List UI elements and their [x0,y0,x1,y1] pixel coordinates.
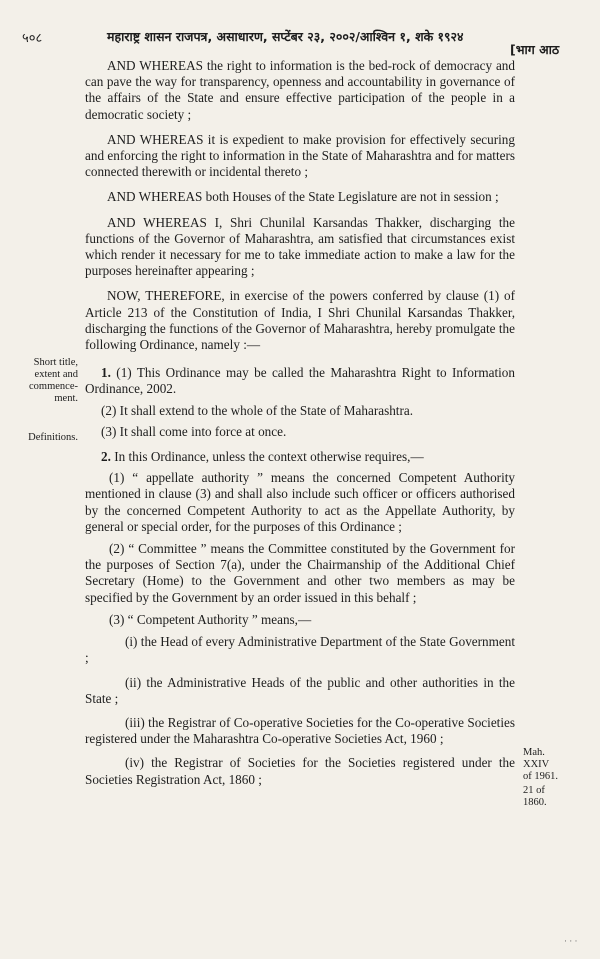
part-label: [भाग आठ [510,42,560,57]
competent-authority-item: (ii) the Administrative Heads of the public and other authorities in the State ; [85,674,515,706]
section-number: 2. [101,449,111,465]
gazette-header-title: महाराष्ट्र शासन राजपत्र, असाधारण, सप्टेंबर २३, २००२/आश्विन १, शके १९२४ [107,29,464,44]
definition-committee: (2) “ Committee ” means the Committee constituted by the Government for the purposes of Section 7(a), under the Chairmanship of the Additional Chief Secretary (Home) to the Government and other two members as may be specified by the Government by an order issued in this behalf ; [85,541,515,605]
definition-appellate-authority: (1) “ appellate authority ” means the concerned Competent Authority mentioned in clause (3) and shall also include such officer or officers authorised by the concerned Competent Authority to act as the Appellate Authority, by general or special order, for the purposes of this Ordinance ; [85,470,515,534]
preamble-paragraph: AND WHEREAS I, Shri Chunilal Karsandas Thakker, discharging the functions of the Governor of Maharashtra, am satisfied that circumstances exist which render it necessary for me to take immediate action to make a law for the purposes hereinafter appearing ; [85,214,515,279]
section-number: 1. [101,365,111,381]
competent-authority-item: (i) the Head of every Administrative Department of the State Government ; [85,634,515,666]
preamble-paragraph: AND WHEREAS the right to information is the bed-rock of democracy and can pave the way for transparency, openness and accountability in governance of the affairs of the State and ensure effective participation of the people in a democratic society ; [85,58,515,122]
section-1-clause-3: (3) It shall come into force at once. [101,423,287,439]
competent-authority-item: (iv) the Registrar of Societies for the Societies registered under the Societies Registration Act, 1860 ; [85,755,515,787]
margin-note-short-title: Short title, extent and commence- ment. [29,357,78,404]
preamble-paragraph: NOW, THEREFORE, in exercise of the powers conferred by clause (1) of Article 213 of the Constitution of India, I Shri Chunilal Karsandas Thakker, discharging the functions of the Governor of Maharashtra, hereby promulgate the following Ordinance, namely :— [85,288,515,353]
margin-note-definitions: Definitions. [28,432,78,443]
document-body [85,58,515,796]
preamble-paragraph: AND WHEREAS it is expedient to make provision for effectively securing and enforcing the right to information in the State of Maharashtra and for matters connected therewith or incidental thereto ; [85,131,515,180]
margin-ref-mah-act: Mah. XXIV of 1961. [523,747,558,782]
margin-ref-societies-act: 21 of 1860. [523,785,547,808]
competent-authority-item: (iii) the Registrar of Co-operative Societies for the Co-operative Societies registered under the Maharashtra Co-operative Societies Act, 1960 ; [85,714,515,747]
preamble-paragraph: AND WHEREAS both Houses of the State Legislature are not in session ; [107,189,499,205]
section-1-clause-2: (2) It shall extend to the whole of the State of Maharashtra. [101,402,414,418]
section-2-intro: 2. In this Ordinance, unless the context otherwise requires,— [101,449,424,465]
page-number: ५०८ [22,31,43,46]
section-1-clause-1: 1. (1) This Ordinance may be called the Maharashtra Right to Information Ordinance, 2002. [85,365,515,397]
definition-competent-authority: (3) “ Competent Authority ” means,— [109,611,312,627]
corner-mark: · · · [564,936,578,946]
